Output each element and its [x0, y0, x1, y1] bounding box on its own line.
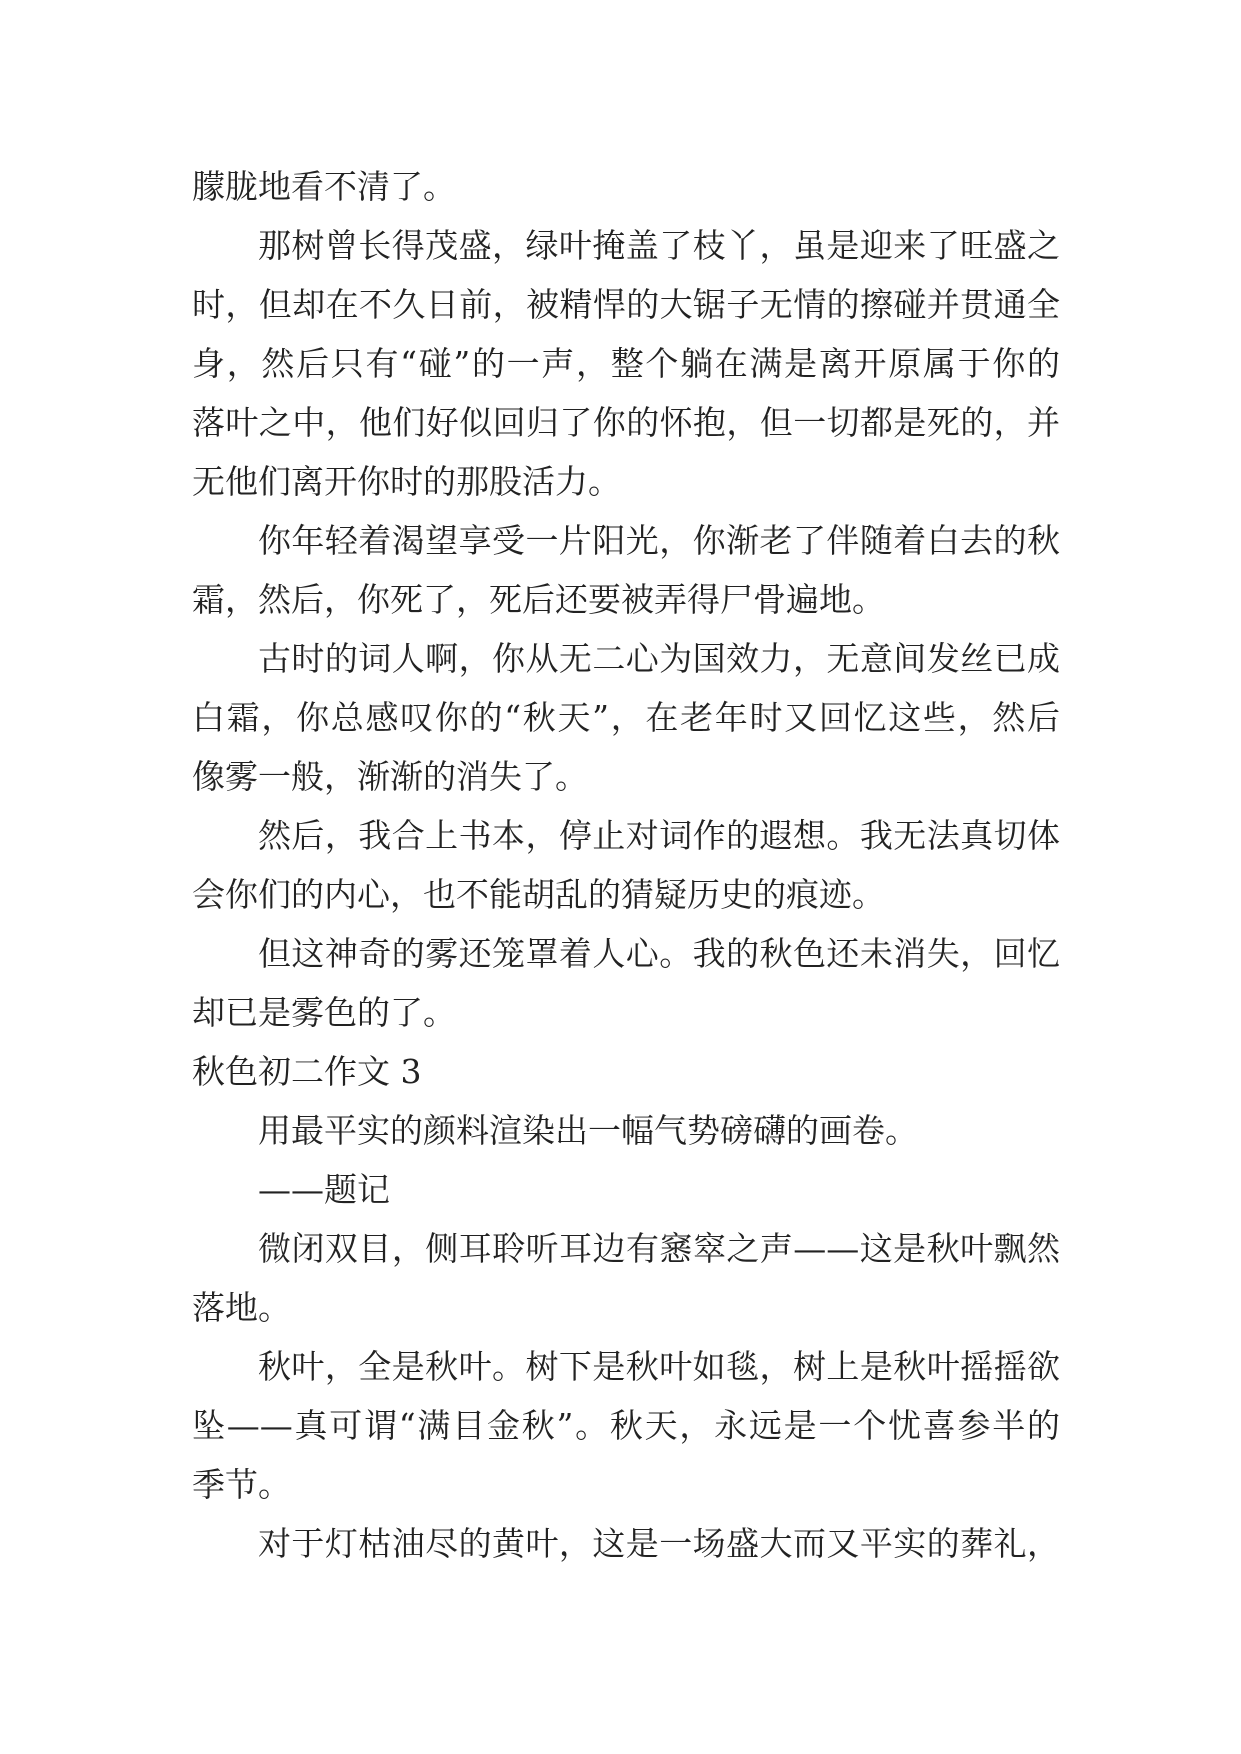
text-line: 然后，我合上书本，停止对词作的遐想。我无法真切体	[258, 816, 1060, 855]
paragraph	[192, 511, 1060, 629]
paragraph	[192, 1514, 1060, 1573]
paragraph	[192, 924, 1060, 1042]
text-line: 坠——真可谓“满目金秋”。秋天，永远是一个忧喜参半的	[192, 1406, 1060, 1445]
text-line: 朦胧地看不清了。	[192, 167, 456, 206]
text-line: 对于灯枯油尽的黄叶，这是一场盛大而又平实的葬礼，	[258, 1524, 1060, 1563]
text-line: 却已是雾色的了。	[192, 993, 456, 1032]
paragraph	[192, 216, 1060, 511]
paragraph	[192, 157, 1060, 216]
text-line: 落叶之中，他们好似回归了你的怀抱，但一切都是死的，并	[192, 403, 1060, 442]
paragraph	[192, 1219, 1060, 1337]
document-page	[192, 157, 1060, 1573]
text-line: 秋叶，全是秋叶。树下是秋叶如毯，树上是秋叶摇摇欲	[258, 1347, 1060, 1386]
text-line: 古时的词人啊，你从无二心为国效力，无意间发丝已成	[258, 639, 1060, 678]
text-line: 霜，然后，你死了，死后还要被弄得尸骨遍地。	[192, 580, 885, 619]
paragraph	[192, 1337, 1060, 1514]
text-line: 落地。	[192, 1288, 291, 1327]
text-line: 但这神奇的雾还笼罩着人心。我的秋色还未消失，回忆	[258, 934, 1060, 973]
text-line: 季节。	[192, 1465, 291, 1504]
paragraph	[192, 806, 1060, 924]
text-line: 身，然后只有“碰”的一声，整个躺在满是离开原属于你的	[192, 344, 1060, 383]
essay-title: 秋色初二作文 3	[192, 1052, 422, 1091]
paragraph	[192, 629, 1060, 806]
epigraph: 用最平实的颜料渲染出一幅气势磅礴的画卷。	[258, 1111, 918, 1150]
epigraph-attribution: ——题记	[258, 1170, 390, 1209]
text-line: 像雾一般，渐渐的消失了。	[192, 757, 588, 796]
text-line: 会你们的内心，也不能胡乱的猜疑历史的痕迹。	[192, 875, 885, 914]
text-line: 那树曾长得茂盛，绿叶掩盖了枝丫，虽是迎来了旺盛之	[258, 226, 1060, 265]
text-line: 你年轻着渴望享受一片阳光，你渐老了伴随着白去的秋	[258, 521, 1060, 560]
text-line: 白霜，你总感叹你的“秋天”，在老年时又回忆这些，然后	[192, 698, 1060, 737]
text-line: 微闭双目，侧耳聆听耳边有窸窣之声——这是秋叶飘然	[258, 1229, 1060, 1268]
text-line: 时，但却在不久日前，被精悍的大锯子无情的擦碰并贯通全	[192, 285, 1060, 324]
text-line: 无他们离开你时的那股活力。	[192, 462, 621, 501]
